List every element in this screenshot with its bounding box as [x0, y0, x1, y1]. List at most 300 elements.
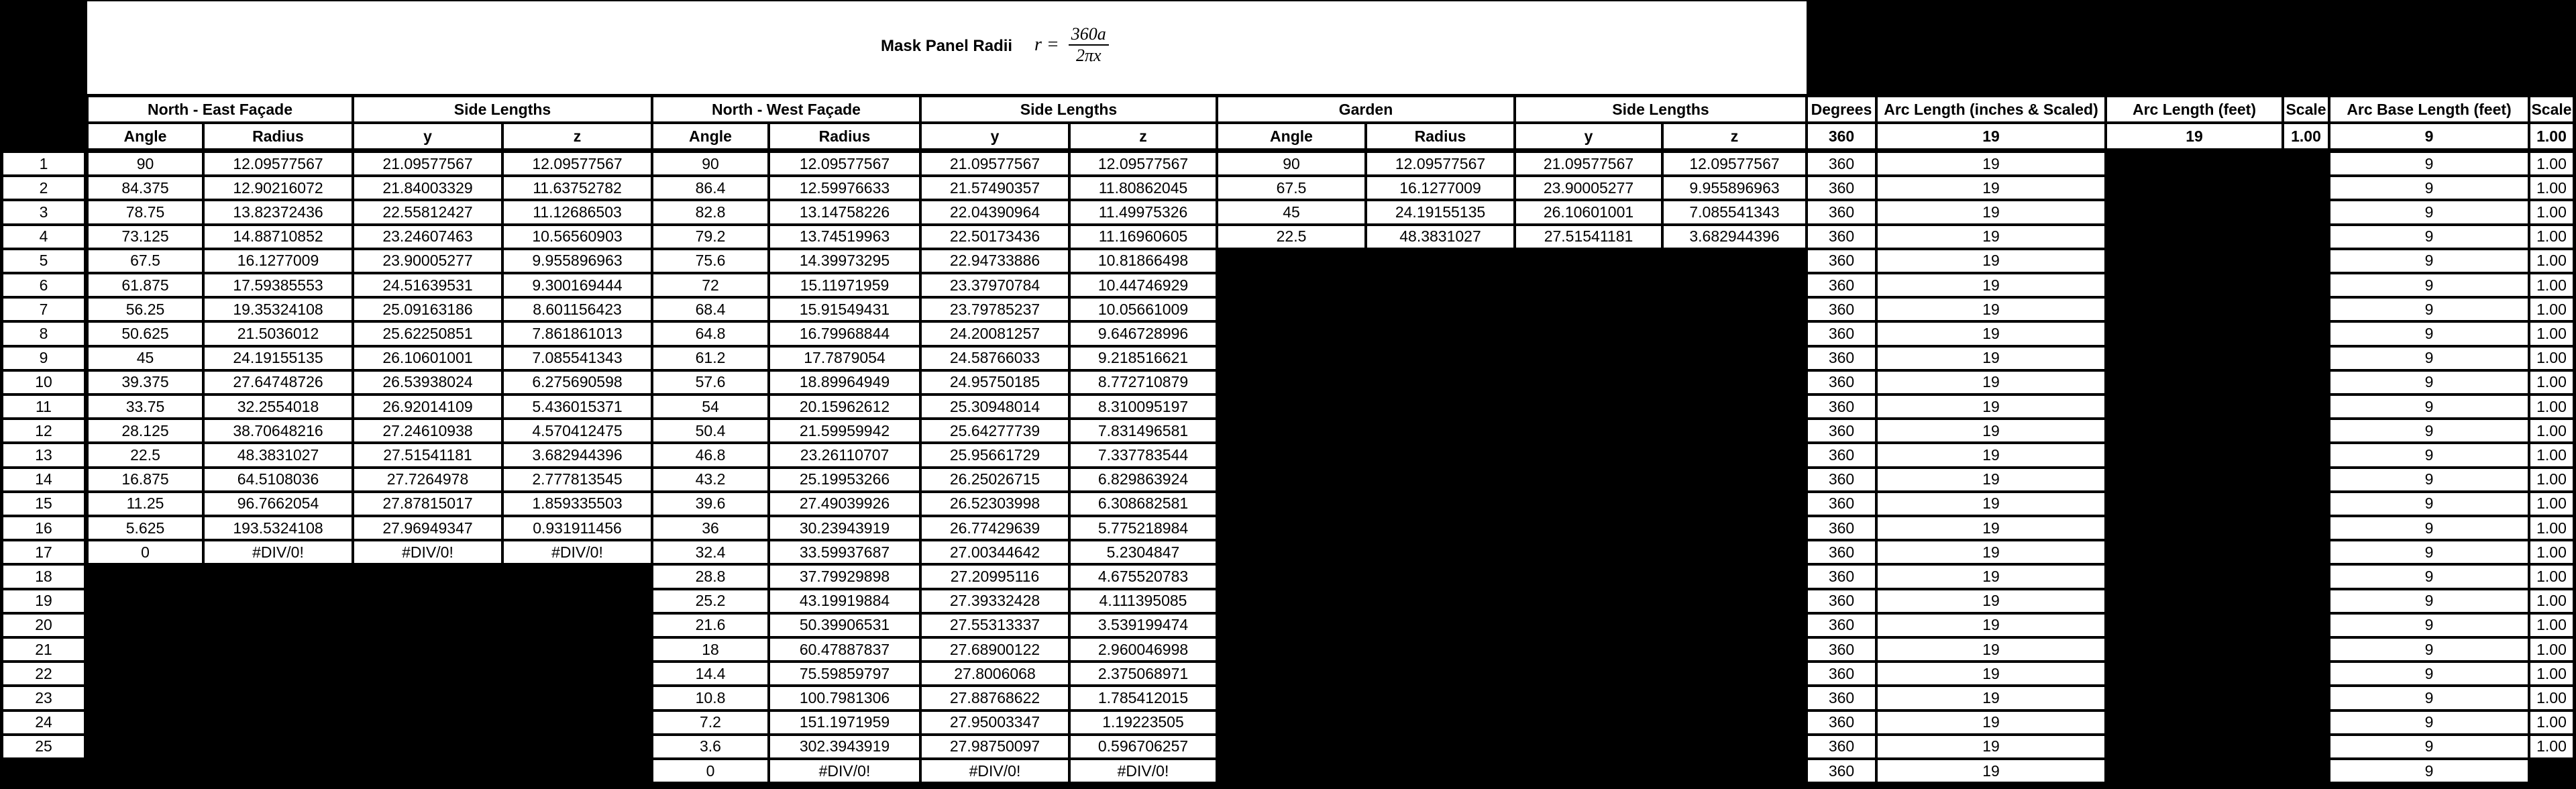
nw-cell[interactable]: 1.19223505	[1069, 711, 1217, 735]
degrees-cell[interactable]: 360	[1807, 564, 1876, 588]
ne-cell[interactable]: 26.10601001	[353, 346, 502, 370]
nw-cell[interactable]: 25.95661729	[920, 443, 1069, 467]
degrees-cell[interactable]: 360	[1807, 637, 1876, 662]
arc-length-inches-cell[interactable]: 19	[1876, 468, 2106, 492]
row-number[interactable]: 19	[2, 589, 85, 613]
nw-cell[interactable]: 24.20081257	[920, 321, 1069, 346]
nw-cell[interactable]: 21.09577567	[920, 152, 1069, 176]
nw-cell[interactable]: 6.308682581	[1069, 492, 1217, 516]
ne-cell[interactable]: 3.682944396	[502, 443, 652, 467]
garden-cell[interactable]: 24.19155135	[1366, 200, 1515, 224]
nw-cell[interactable]: 15.91549431	[769, 297, 920, 321]
scale-2-cell[interactable]: 1.00	[2529, 662, 2574, 686]
nw-cell[interactable]: 18	[652, 637, 769, 662]
scale-2-cell[interactable]: 1.00	[2529, 589, 2574, 613]
garden-cell[interactable]: 26.10601001	[1515, 200, 1662, 224]
ne-cell[interactable]: 12.09577567	[203, 152, 353, 176]
nw-cell[interactable]: 23.37970784	[920, 273, 1069, 297]
row-number[interactable]: 17	[2, 540, 85, 564]
nw-cell[interactable]: 36	[652, 516, 769, 540]
ne-cell[interactable]: 27.24610938	[353, 419, 502, 443]
ne-cell[interactable]: #DIV/0!	[502, 540, 652, 564]
nw-cell[interactable]: 43.19919884	[769, 589, 920, 613]
ne-cell[interactable]: 22.55812427	[353, 200, 502, 224]
arc-length-inches-cell[interactable]: 19	[1876, 686, 2106, 710]
nw-cell[interactable]: 7.2	[652, 711, 769, 735]
row-number[interactable]: 8	[2, 321, 85, 346]
nw-cell[interactable]: 27.49039926	[769, 492, 920, 516]
header-value-arc-length-feet[interactable]: 19	[2106, 123, 2283, 150]
nw-cell[interactable]: 0	[652, 759, 769, 783]
nw-cell[interactable]: 82.8	[652, 200, 769, 224]
garden-cell[interactable]: 23.90005277	[1515, 176, 1662, 200]
arc-length-inches-cell[interactable]: 19	[1876, 564, 2106, 588]
arc-base-length-cell[interactable]: 9	[2329, 540, 2529, 564]
scale-2-cell[interactable]: 1.00	[2529, 370, 2574, 394]
nw-cell[interactable]: 11.49975326	[1069, 200, 1217, 224]
arc-base-length-cell[interactable]: 9	[2329, 321, 2529, 346]
ne-cell[interactable]: 11.63752782	[502, 176, 652, 200]
degrees-cell[interactable]: 360	[1807, 686, 1876, 710]
nw-cell[interactable]: 12.59976633	[769, 176, 920, 200]
ne-cell[interactable]: 23.90005277	[353, 249, 502, 273]
scale-2-cell[interactable]: 1.00	[2529, 540, 2574, 564]
ne-cell[interactable]: 38.70648216	[203, 419, 353, 443]
arc-length-inches-cell[interactable]: 19	[1876, 711, 2106, 735]
scale-2-cell[interactable]: 1.00	[2529, 200, 2574, 224]
nw-cell[interactable]: 1.785412015	[1069, 686, 1217, 710]
scale-2-cell[interactable]: 1.00	[2529, 711, 2574, 735]
scale-2-cell[interactable]: 1.00	[2529, 735, 2574, 759]
ne-cell[interactable]: 67.5	[87, 249, 203, 273]
nw-cell[interactable]: 27.20995116	[920, 564, 1069, 588]
ne-cell[interactable]: 21.84003329	[353, 176, 502, 200]
nw-cell[interactable]: 10.44746929	[1069, 273, 1217, 297]
ne-cell[interactable]: 25.09163186	[353, 297, 502, 321]
ne-cell[interactable]: 10.56560903	[502, 225, 652, 249]
arc-base-length-cell[interactable]: 9	[2329, 394, 2529, 419]
arc-length-inches-cell[interactable]: 19	[1876, 346, 2106, 370]
nw-cell[interactable]: 5.775218984	[1069, 516, 1217, 540]
row-number[interactable]: 6	[2, 273, 85, 297]
nw-cell[interactable]: 100.7981306	[769, 686, 920, 710]
garden-cell[interactable]: 22.5	[1217, 225, 1366, 249]
row-number[interactable]: 10	[2, 370, 85, 394]
row-number[interactable]: 11	[2, 394, 85, 419]
nw-cell[interactable]: 72	[652, 273, 769, 297]
arc-base-length-cell[interactable]: 9	[2329, 346, 2529, 370]
arc-length-inches-cell[interactable]: 19	[1876, 152, 2106, 176]
ne-cell[interactable]: 28.125	[87, 419, 203, 443]
degrees-cell[interactable]: 360	[1807, 516, 1876, 540]
header-value-arc-length-inches[interactable]: 19	[1876, 123, 2106, 150]
nw-cell[interactable]: 4.675520783	[1069, 564, 1217, 588]
nw-cell[interactable]: 20.15962612	[769, 394, 920, 419]
nw-cell[interactable]: 75.59859797	[769, 662, 920, 686]
ne-cell[interactable]: 8.601156423	[502, 297, 652, 321]
arc-length-inches-cell[interactable]: 19	[1876, 321, 2106, 346]
header-value-degrees[interactable]: 360	[1807, 123, 1876, 150]
nw-cell[interactable]: 151.1971959	[769, 711, 920, 735]
nw-cell[interactable]: 10.81866498	[1069, 249, 1217, 273]
row-number[interactable]: 4	[2, 225, 85, 249]
nw-cell[interactable]: 23.26110707	[769, 443, 920, 467]
nw-cell[interactable]: 14.4	[652, 662, 769, 686]
arc-length-inches-cell[interactable]: 19	[1876, 273, 2106, 297]
degrees-cell[interactable]: 360	[1807, 589, 1876, 613]
degrees-cell[interactable]: 360	[1807, 613, 1876, 637]
nw-cell[interactable]: 9.218516621	[1069, 346, 1217, 370]
arc-base-length-cell[interactable]: 9	[2329, 662, 2529, 686]
nw-cell[interactable]: 22.04390964	[920, 200, 1069, 224]
garden-cell[interactable]: 48.3831027	[1366, 225, 1515, 249]
arc-length-inches-cell[interactable]: 19	[1876, 419, 2106, 443]
arc-length-inches-cell[interactable]: 19	[1876, 540, 2106, 564]
scale-2-cell[interactable]: 1.00	[2529, 321, 2574, 346]
nw-cell[interactable]: 30.23943919	[769, 516, 920, 540]
arc-length-inches-cell[interactable]: 19	[1876, 613, 2106, 637]
nw-cell[interactable]: 21.59959942	[769, 419, 920, 443]
nw-cell[interactable]: 17.7879054	[769, 346, 920, 370]
nw-cell[interactable]: 24.95750185	[920, 370, 1069, 394]
ne-cell[interactable]: 56.25	[87, 297, 203, 321]
nw-cell[interactable]: 26.52303998	[920, 492, 1069, 516]
degrees-cell[interactable]: 360	[1807, 492, 1876, 516]
nw-cell[interactable]: 54	[652, 394, 769, 419]
nw-cell[interactable]: 60.47887837	[769, 637, 920, 662]
nw-cell[interactable]: 24.58766033	[920, 346, 1069, 370]
ne-cell[interactable]: 84.375	[87, 176, 203, 200]
ne-cell[interactable]: 90	[87, 152, 203, 176]
row-number[interactable]: 12	[2, 419, 85, 443]
nw-cell[interactable]: 12.09577567	[1069, 152, 1217, 176]
scale-2-cell[interactable]: 1.00	[2529, 297, 2574, 321]
ne-cell[interactable]: 21.09577567	[353, 152, 502, 176]
ne-cell[interactable]: 50.625	[87, 321, 203, 346]
ne-cell[interactable]: 7.085541343	[502, 346, 652, 370]
arc-base-length-cell[interactable]: 9	[2329, 273, 2529, 297]
nw-cell[interactable]: 28.8	[652, 564, 769, 588]
nw-cell[interactable]: 14.39973295	[769, 249, 920, 273]
arc-base-length-cell[interactable]: 9	[2329, 759, 2529, 783]
arc-base-length-cell[interactable]: 9	[2329, 613, 2529, 637]
nw-cell[interactable]: 21.6	[652, 613, 769, 637]
nw-cell[interactable]: 3.539199474	[1069, 613, 1217, 637]
nw-cell[interactable]: 25.2	[652, 589, 769, 613]
ne-cell[interactable]: 17.59385553	[203, 273, 353, 297]
ne-cell[interactable]: 23.24607463	[353, 225, 502, 249]
ne-cell[interactable]: 48.3831027	[203, 443, 353, 467]
row-number[interactable]: 15	[2, 492, 85, 516]
nw-cell[interactable]: 21.57490357	[920, 176, 1069, 200]
degrees-cell[interactable]: 360	[1807, 759, 1876, 783]
ne-cell[interactable]: 13.82372436	[203, 200, 353, 224]
ne-cell[interactable]: 2.777813545	[502, 468, 652, 492]
row-number[interactable]: 18	[2, 564, 85, 588]
row-number[interactable]: 16	[2, 516, 85, 540]
nw-cell[interactable]: 32.4	[652, 540, 769, 564]
nw-cell[interactable]: 15.11971959	[769, 273, 920, 297]
scale-2-cell[interactable]: 1.00	[2529, 686, 2574, 710]
nw-cell[interactable]: 2.375068971	[1069, 662, 1217, 686]
nw-cell[interactable]: 50.4	[652, 419, 769, 443]
nw-cell[interactable]: #DIV/0!	[920, 759, 1069, 783]
ne-cell[interactable]: 24.51639531	[353, 273, 502, 297]
nw-cell[interactable]: 11.80862045	[1069, 176, 1217, 200]
scale-2-cell[interactable]: 1.00	[2529, 564, 2574, 588]
arc-length-inches-cell[interactable]: 19	[1876, 249, 2106, 273]
garden-cell[interactable]: 3.682944396	[1662, 225, 1807, 249]
nw-cell[interactable]: 23.79785237	[920, 297, 1069, 321]
arc-base-length-cell[interactable]: 9	[2329, 492, 2529, 516]
ne-cell[interactable]: #DIV/0!	[353, 540, 502, 564]
ne-cell[interactable]: 26.92014109	[353, 394, 502, 419]
nw-cell[interactable]: 12.09577567	[769, 152, 920, 176]
arc-base-length-cell[interactable]: 9	[2329, 711, 2529, 735]
arc-base-length-cell[interactable]: 9	[2329, 735, 2529, 759]
ne-cell[interactable]: 27.51541181	[353, 443, 502, 467]
nw-cell[interactable]: 8.772710879	[1069, 370, 1217, 394]
garden-cell[interactable]: 9.955896963	[1662, 176, 1807, 200]
arc-base-length-cell[interactable]: 9	[2329, 564, 2529, 588]
nw-cell[interactable]: 26.25026715	[920, 468, 1069, 492]
nw-cell[interactable]: #DIV/0!	[1069, 759, 1217, 783]
nw-cell[interactable]: 18.89964949	[769, 370, 920, 394]
degrees-cell[interactable]: 360	[1807, 321, 1876, 346]
scale-2-cell[interactable]: 1.00	[2529, 492, 2574, 516]
degrees-cell[interactable]: 360	[1807, 200, 1876, 224]
arc-base-length-cell[interactable]: 9	[2329, 152, 2529, 176]
arc-length-inches-cell[interactable]: 19	[1876, 759, 2106, 783]
nw-cell[interactable]: 50.39906531	[769, 613, 920, 637]
scale-2-cell[interactable]: 1.00	[2529, 613, 2574, 637]
garden-cell[interactable]: 12.09577567	[1662, 152, 1807, 176]
nw-cell[interactable]: 27.00344642	[920, 540, 1069, 564]
ne-cell[interactable]: 27.7264978	[353, 468, 502, 492]
arc-base-length-cell[interactable]: 9	[2329, 468, 2529, 492]
scale-2-cell[interactable]: 1.00	[2529, 346, 2574, 370]
row-number[interactable]: 20	[2, 613, 85, 637]
ne-cell[interactable]: 45	[87, 346, 203, 370]
nw-cell[interactable]: 25.64277739	[920, 419, 1069, 443]
arc-base-length-cell[interactable]: 9	[2329, 200, 2529, 224]
degrees-cell[interactable]: 360	[1807, 152, 1876, 176]
nw-cell[interactable]: 86.4	[652, 176, 769, 200]
ne-cell[interactable]: 9.300169444	[502, 273, 652, 297]
row-number[interactable]: 21	[2, 637, 85, 662]
nw-cell[interactable]: 7.831496581	[1069, 419, 1217, 443]
arc-length-inches-cell[interactable]: 19	[1876, 370, 2106, 394]
nw-cell[interactable]: 13.14758226	[769, 200, 920, 224]
degrees-cell[interactable]: 360	[1807, 225, 1876, 249]
nw-cell[interactable]: 43.2	[652, 468, 769, 492]
row-number[interactable]: 24	[2, 711, 85, 735]
scale-2-cell[interactable]: 1.00	[2529, 152, 2574, 176]
nw-cell[interactable]: 13.74519963	[769, 225, 920, 249]
ne-cell[interactable]: 0.931911456	[502, 516, 652, 540]
scale-2-cell[interactable]: 1.00	[2529, 225, 2574, 249]
nw-cell[interactable]: 75.6	[652, 249, 769, 273]
row-number[interactable]: 13	[2, 443, 85, 467]
scale-2-cell[interactable]: 1.00	[2529, 394, 2574, 419]
header-value-scale-2[interactable]: 1.00	[2529, 123, 2574, 150]
nw-cell[interactable]: 25.19953266	[769, 468, 920, 492]
ne-cell[interactable]: 27.96949347	[353, 516, 502, 540]
scale-2-cell[interactable]: 1.00	[2529, 419, 2574, 443]
scale-2-cell[interactable]: 1.00	[2529, 176, 2574, 200]
ne-cell[interactable]: 16.1277009	[203, 249, 353, 273]
nw-cell[interactable]: 64.8	[652, 321, 769, 346]
degrees-cell[interactable]: 360	[1807, 249, 1876, 273]
row-number[interactable]: 7	[2, 297, 85, 321]
nw-cell[interactable]: 61.2	[652, 346, 769, 370]
arc-base-length-cell[interactable]: 9	[2329, 249, 2529, 273]
nw-cell[interactable]: 10.05661009	[1069, 297, 1217, 321]
nw-cell[interactable]: 27.55313337	[920, 613, 1069, 637]
ne-cell[interactable]: 24.19155135	[203, 346, 353, 370]
arc-base-length-cell[interactable]: 9	[2329, 589, 2529, 613]
nw-cell[interactable]: 6.829863924	[1069, 468, 1217, 492]
ne-cell[interactable]: 12.90216072	[203, 176, 353, 200]
ne-cell[interactable]: 11.25	[87, 492, 203, 516]
arc-base-length-cell[interactable]: 9	[2329, 225, 2529, 249]
arc-length-inches-cell[interactable]: 19	[1876, 200, 2106, 224]
nw-cell[interactable]: 90	[652, 152, 769, 176]
arc-length-inches-cell[interactable]: 19	[1876, 516, 2106, 540]
nw-cell[interactable]: #DIV/0!	[769, 759, 920, 783]
ne-cell[interactable]: 4.570412475	[502, 419, 652, 443]
ne-cell[interactable]: 27.64748726	[203, 370, 353, 394]
degrees-cell[interactable]: 360	[1807, 297, 1876, 321]
nw-cell[interactable]: 68.4	[652, 297, 769, 321]
ne-cell[interactable]: 78.75	[87, 200, 203, 224]
row-number[interactable]: 5	[2, 249, 85, 273]
nw-cell[interactable]: 5.2304847	[1069, 540, 1217, 564]
ne-cell[interactable]: 9.955896963	[502, 249, 652, 273]
garden-cell[interactable]: 12.09577567	[1366, 152, 1515, 176]
scale-2-cell[interactable]: 1.00	[2529, 273, 2574, 297]
row-number[interactable]: 14	[2, 468, 85, 492]
nw-cell[interactable]: 37.79929898	[769, 564, 920, 588]
ne-cell[interactable]: 25.62250851	[353, 321, 502, 346]
nw-cell[interactable]: 27.8006068	[920, 662, 1069, 686]
ne-cell[interactable]: 96.7662054	[203, 492, 353, 516]
ne-cell[interactable]: 7.861861013	[502, 321, 652, 346]
scale-2-cell[interactable]: 1.00	[2529, 468, 2574, 492]
arc-base-length-cell[interactable]: 9	[2329, 686, 2529, 710]
ne-cell[interactable]: 22.5	[87, 443, 203, 467]
row-number[interactable]: 23	[2, 686, 85, 710]
degrees-cell[interactable]: 360	[1807, 273, 1876, 297]
degrees-cell[interactable]: 360	[1807, 443, 1876, 467]
ne-cell[interactable]: 11.12686503	[502, 200, 652, 224]
ne-cell[interactable]: 1.859335503	[502, 492, 652, 516]
nw-cell[interactable]: 22.50173436	[920, 225, 1069, 249]
nw-cell[interactable]: 27.39332428	[920, 589, 1069, 613]
nw-cell[interactable]: 8.310095197	[1069, 394, 1217, 419]
nw-cell[interactable]: 4.111395085	[1069, 589, 1217, 613]
nw-cell[interactable]: 57.6	[652, 370, 769, 394]
ne-cell[interactable]: 6.275690598	[502, 370, 652, 394]
garden-cell[interactable]: 90	[1217, 152, 1366, 176]
header-value-scale-1[interactable]: 1.00	[2283, 123, 2329, 150]
garden-cell[interactable]: 21.09577567	[1515, 152, 1662, 176]
arc-base-length-cell[interactable]: 9	[2329, 419, 2529, 443]
nw-cell[interactable]: 16.79968844	[769, 321, 920, 346]
arc-base-length-cell[interactable]: 9	[2329, 443, 2529, 467]
nw-cell[interactable]: 25.30948014	[920, 394, 1069, 419]
nw-cell[interactable]: 9.646728996	[1069, 321, 1217, 346]
row-number[interactable]: 25	[2, 735, 85, 759]
ne-cell[interactable]: 32.2554018	[203, 394, 353, 419]
ne-cell[interactable]: 12.09577567	[502, 152, 652, 176]
scale-2-cell[interactable]: 1.00	[2529, 637, 2574, 662]
arc-base-length-cell[interactable]: 9	[2329, 637, 2529, 662]
nw-cell[interactable]: 11.16960605	[1069, 225, 1217, 249]
nw-cell[interactable]: 79.2	[652, 225, 769, 249]
row-number[interactable]: 9	[2, 346, 85, 370]
arc-base-length-cell[interactable]: 9	[2329, 297, 2529, 321]
garden-cell[interactable]: 27.51541181	[1515, 225, 1662, 249]
nw-cell[interactable]: 0.596706257	[1069, 735, 1217, 759]
arc-length-inches-cell[interactable]: 19	[1876, 443, 2106, 467]
nw-cell[interactable]: 3.6	[652, 735, 769, 759]
scale-2-cell[interactable]: 1.00	[2529, 443, 2574, 467]
ne-cell[interactable]: 61.875	[87, 273, 203, 297]
degrees-cell[interactable]: 360	[1807, 394, 1876, 419]
nw-cell[interactable]: 27.95003347	[920, 711, 1069, 735]
ne-cell[interactable]: 73.125	[87, 225, 203, 249]
ne-cell[interactable]: 26.53938024	[353, 370, 502, 394]
row-number[interactable]: 1	[2, 152, 85, 176]
ne-cell[interactable]: 193.5324108	[203, 516, 353, 540]
nw-cell[interactable]: 2.960046998	[1069, 637, 1217, 662]
nw-cell[interactable]: 27.88768622	[920, 686, 1069, 710]
arc-length-inches-cell[interactable]: 19	[1876, 176, 2106, 200]
scale-2-cell[interactable]: 1.00	[2529, 249, 2574, 273]
nw-cell[interactable]: 10.8	[652, 686, 769, 710]
nw-cell[interactable]: 26.77429639	[920, 516, 1069, 540]
arc-length-inches-cell[interactable]: 19	[1876, 492, 2106, 516]
ne-cell[interactable]: 14.88710852	[203, 225, 353, 249]
nw-cell[interactable]: 39.6	[652, 492, 769, 516]
arc-base-length-cell[interactable]: 9	[2329, 176, 2529, 200]
garden-cell[interactable]: 67.5	[1217, 176, 1366, 200]
arc-length-inches-cell[interactable]: 19	[1876, 394, 2106, 419]
arc-length-inches-cell[interactable]: 19	[1876, 297, 2106, 321]
garden-cell[interactable]: 16.1277009	[1366, 176, 1515, 200]
ne-cell[interactable]: 16.875	[87, 468, 203, 492]
row-number[interactable]: 2	[2, 176, 85, 200]
nw-cell[interactable]: 7.337783544	[1069, 443, 1217, 467]
ne-cell[interactable]: 19.35324108	[203, 297, 353, 321]
nw-cell[interactable]: 33.59937687	[769, 540, 920, 564]
ne-cell[interactable]: 33.75	[87, 394, 203, 419]
degrees-cell[interactable]: 360	[1807, 711, 1876, 735]
nw-cell[interactable]: 46.8	[652, 443, 769, 467]
scale-2-cell[interactable]: 1.00	[2529, 516, 2574, 540]
ne-cell[interactable]: #DIV/0!	[203, 540, 353, 564]
arc-length-inches-cell[interactable]: 19	[1876, 662, 2106, 686]
ne-cell[interactable]: 5.436015371	[502, 394, 652, 419]
degrees-cell[interactable]: 360	[1807, 662, 1876, 686]
nw-cell[interactable]: 302.3943919	[769, 735, 920, 759]
ne-cell[interactable]: 64.5108036	[203, 468, 353, 492]
ne-cell[interactable]: 39.375	[87, 370, 203, 394]
degrees-cell[interactable]: 360	[1807, 176, 1876, 200]
garden-cell[interactable]: 7.085541343	[1662, 200, 1807, 224]
degrees-cell[interactable]: 360	[1807, 346, 1876, 370]
